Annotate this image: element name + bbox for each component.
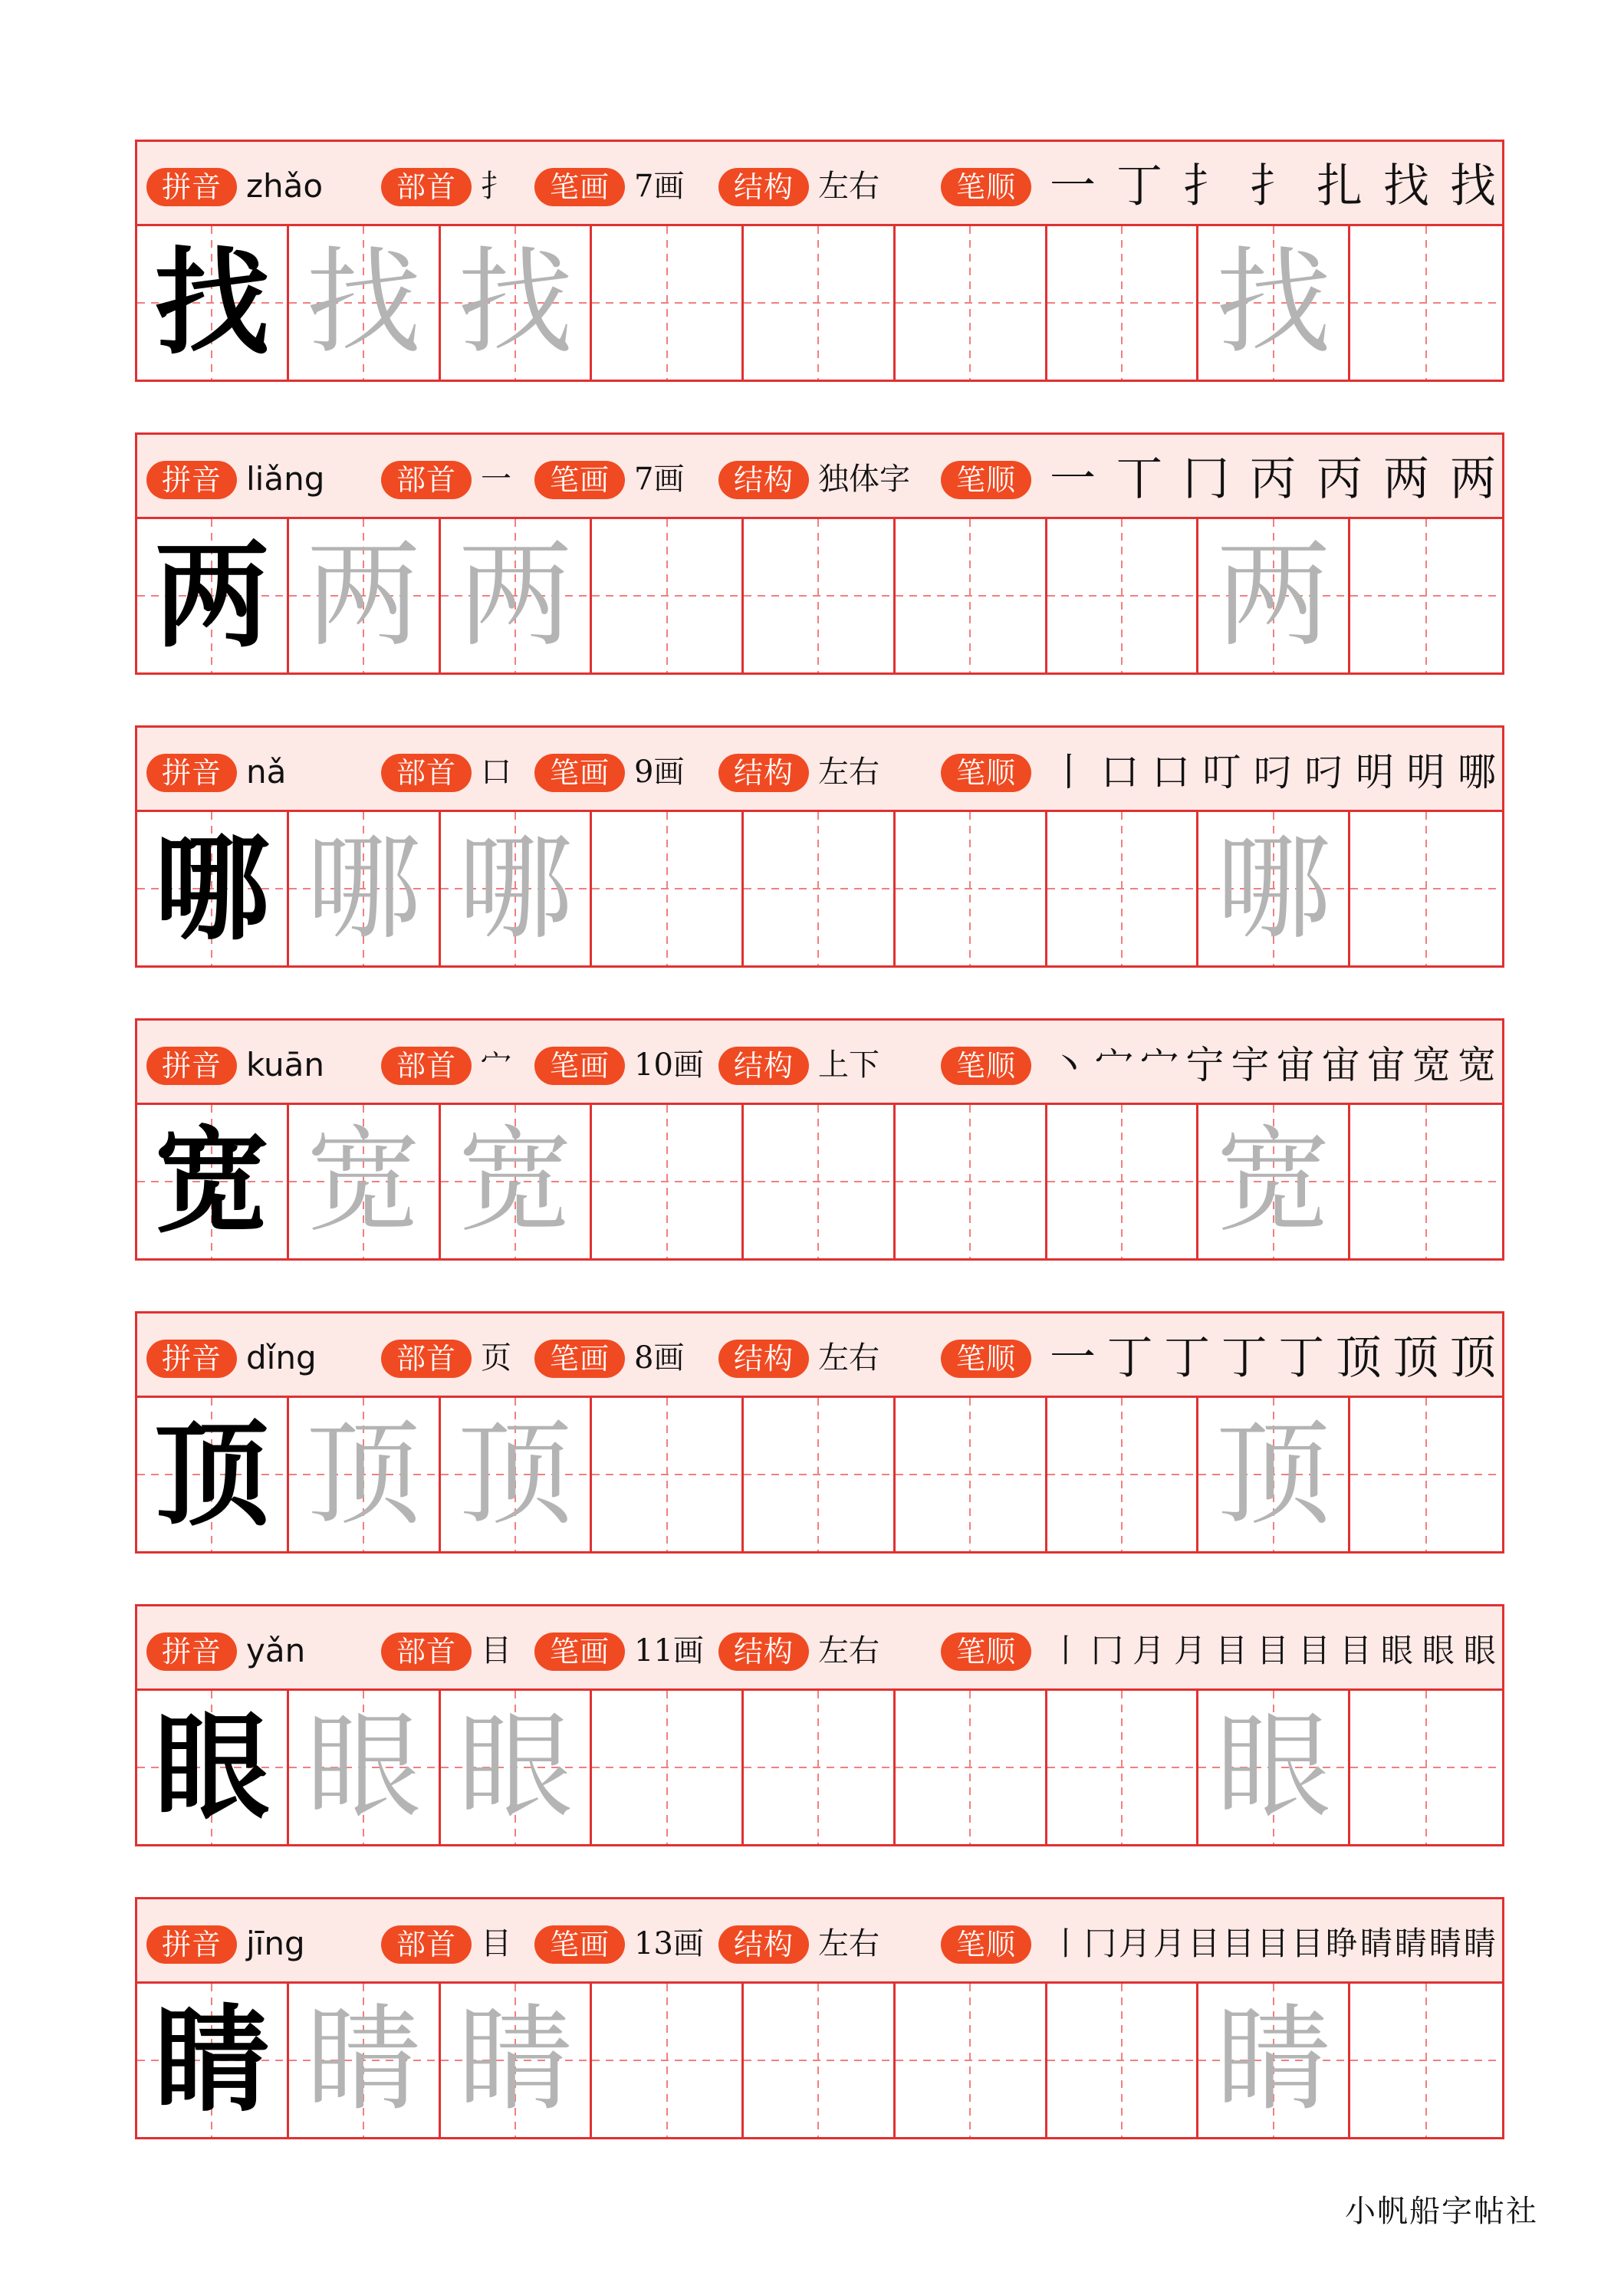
writing-grid bbox=[137, 812, 1502, 965]
pinyin-value: jīng bbox=[246, 1925, 305, 1962]
stroke-step: 叼 bbox=[1304, 750, 1343, 794]
stroke-step: 冂 bbox=[1183, 452, 1229, 506]
strokes-value: 13画 bbox=[634, 1926, 704, 1961]
stroke-step: 眼 bbox=[1463, 1632, 1496, 1669]
stroke-step: 睛 bbox=[1359, 1925, 1392, 1962]
stroke-order bbox=[1050, 447, 1496, 511]
strokes-label: 笔画 bbox=[534, 754, 625, 792]
stroke-step: 冂 bbox=[1090, 1632, 1123, 1669]
strokes-value: 9画 bbox=[634, 755, 685, 790]
writing-cell[interactable] bbox=[744, 1691, 896, 1844]
writing-cell[interactable] bbox=[1047, 1984, 1199, 2137]
stroke-order bbox=[1050, 1619, 1496, 1683]
stroke-step: 目 bbox=[1187, 1925, 1220, 1962]
writing-cell[interactable] bbox=[137, 1105, 289, 1258]
stroke-step: 明 bbox=[1356, 750, 1394, 794]
stroke-step: 找 bbox=[1450, 159, 1496, 213]
radical-label: 部首 bbox=[381, 1340, 472, 1378]
model-character: 两 bbox=[154, 528, 270, 663]
structure-value: 左右 bbox=[818, 1633, 879, 1669]
writing-cell[interactable] bbox=[896, 519, 1047, 672]
stroke-step: 丙 bbox=[1317, 452, 1363, 506]
trace-character: 宽 bbox=[457, 1115, 573, 1248]
writing-cell[interactable] bbox=[137, 226, 289, 380]
radical-value: 一 bbox=[481, 462, 511, 497]
stroke-step: 找 bbox=[1383, 159, 1429, 213]
trace-character: 睛 bbox=[306, 1994, 422, 2127]
radical-value: 口 bbox=[481, 755, 511, 790]
writing-cell[interactable] bbox=[896, 1691, 1047, 1844]
strokes-label: 笔画 bbox=[534, 1047, 625, 1085]
stroke-step: 两 bbox=[1383, 452, 1429, 506]
stroke-step: 顶 bbox=[1392, 1331, 1439, 1385]
writing-cell[interactable] bbox=[592, 1105, 744, 1258]
stroke-step: 宀 bbox=[1095, 1043, 1134, 1087]
pinyin-label: 拼音 bbox=[146, 1925, 237, 1964]
model-character: 找 bbox=[154, 235, 270, 370]
order-label: 笔顺 bbox=[941, 168, 1031, 206]
writing-cell[interactable] bbox=[1047, 812, 1199, 965]
writing-cell[interactable] bbox=[441, 1398, 593, 1551]
pinyin-label: 拼音 bbox=[146, 168, 237, 206]
structure-value: 左右 bbox=[818, 169, 879, 204]
writing-grid bbox=[137, 1398, 1502, 1551]
info-header bbox=[137, 1606, 1502, 1691]
structure-label: 结构 bbox=[718, 1340, 809, 1378]
practice-block bbox=[135, 1311, 1504, 1554]
writing-grid bbox=[137, 519, 1502, 672]
writing-grid bbox=[137, 1691, 1502, 1844]
stroke-step: 眼 bbox=[1422, 1632, 1455, 1669]
info-header bbox=[137, 1021, 1502, 1105]
writing-cell[interactable] bbox=[441, 519, 593, 672]
trace-character: 哪 bbox=[457, 822, 573, 955]
stroke-step: 睁 bbox=[1325, 1925, 1358, 1962]
writing-cell[interactable] bbox=[441, 1691, 593, 1844]
radical-value: 页 bbox=[481, 1340, 511, 1376]
structure-label: 结构 bbox=[718, 1632, 809, 1671]
stroke-step: 月 bbox=[1118, 1925, 1151, 1962]
writing-cell[interactable] bbox=[896, 812, 1047, 965]
writing-cell[interactable] bbox=[896, 226, 1047, 380]
strokes-value: 7画 bbox=[634, 169, 685, 204]
stroke-step: 月 bbox=[1152, 1925, 1185, 1962]
structure-label: 结构 bbox=[718, 754, 809, 792]
radical-label: 部首 bbox=[381, 168, 472, 206]
radical-value: 扌 bbox=[481, 169, 511, 204]
radical-value: 目 bbox=[481, 1926, 511, 1961]
writing-cell[interactable] bbox=[744, 812, 896, 965]
info-header bbox=[137, 1314, 1502, 1398]
stroke-step: 宇 bbox=[1231, 1043, 1270, 1087]
stroke-step: 睛 bbox=[1428, 1925, 1461, 1962]
stroke-step: 目 bbox=[1339, 1632, 1372, 1669]
stroke-step: 目 bbox=[1256, 1925, 1289, 1962]
writing-cell[interactable] bbox=[137, 1691, 289, 1844]
stroke-step: 叮 bbox=[1202, 750, 1241, 794]
writing-cell[interactable] bbox=[1350, 226, 1502, 380]
info-header bbox=[137, 435, 1502, 519]
strokes-label: 笔画 bbox=[534, 1925, 625, 1964]
pinyin-label: 拼音 bbox=[146, 461, 237, 499]
structure-label: 结构 bbox=[718, 168, 809, 206]
strokes-label: 笔画 bbox=[534, 461, 625, 499]
stroke-step: 睛 bbox=[1463, 1925, 1496, 1962]
writing-cell[interactable] bbox=[896, 1105, 1047, 1258]
radical-label: 部首 bbox=[381, 754, 472, 792]
stroke-step: 宀 bbox=[1140, 1043, 1179, 1087]
order-label: 笔顺 bbox=[941, 1632, 1031, 1671]
pinyin-value: nǎ bbox=[246, 753, 287, 791]
stroke-step: 丙 bbox=[1250, 452, 1296, 506]
practice-block bbox=[135, 432, 1504, 675]
stroke-step: 目 bbox=[1256, 1632, 1289, 1669]
model-character: 宽 bbox=[154, 1114, 270, 1249]
stroke-step: 目 bbox=[1297, 1632, 1330, 1669]
writing-cell[interactable] bbox=[744, 1398, 896, 1551]
structure-value: 左右 bbox=[818, 1926, 879, 1961]
radical-label: 部首 bbox=[381, 1047, 472, 1085]
stroke-step: 顶 bbox=[1449, 1331, 1496, 1385]
stroke-step: 月 bbox=[1173, 1632, 1206, 1669]
strokes-label: 笔画 bbox=[534, 168, 625, 206]
writing-cell[interactable] bbox=[289, 1984, 441, 2137]
stroke-step: 明 bbox=[1406, 750, 1445, 794]
order-label: 笔顺 bbox=[941, 1925, 1031, 1964]
radical-value: 目 bbox=[481, 1633, 511, 1669]
stroke-step: 丁 bbox=[1106, 1331, 1153, 1385]
stroke-step: 扎 bbox=[1317, 159, 1363, 213]
writing-cell[interactable] bbox=[1198, 812, 1350, 965]
trace-character: 顶 bbox=[457, 1408, 573, 1541]
model-character: 顶 bbox=[154, 1407, 270, 1542]
trace-character: 找 bbox=[306, 236, 422, 370]
strokes-value: 8画 bbox=[634, 1340, 685, 1376]
stroke-order bbox=[1050, 1912, 1496, 1976]
practice-block bbox=[135, 1897, 1504, 2139]
writing-cell[interactable] bbox=[1198, 1398, 1350, 1551]
writing-cell[interactable] bbox=[1350, 1984, 1502, 2137]
stroke-step: 丁 bbox=[1116, 159, 1162, 213]
pinyin-label: 拼音 bbox=[146, 754, 237, 792]
writing-cell[interactable] bbox=[1198, 226, 1350, 380]
writing-cell[interactable] bbox=[1198, 519, 1350, 672]
pinyin-label: 拼音 bbox=[146, 1340, 237, 1378]
writing-cell[interactable] bbox=[896, 1398, 1047, 1551]
writing-cell[interactable] bbox=[1047, 519, 1199, 672]
writing-grid bbox=[137, 226, 1502, 380]
writing-cell[interactable] bbox=[592, 1398, 744, 1551]
stroke-step: 扌 bbox=[1183, 159, 1229, 213]
trace-character: 哪 bbox=[306, 822, 422, 955]
stroke-step: 一 bbox=[1050, 1331, 1096, 1385]
trace-character: 眼 bbox=[457, 1701, 573, 1834]
stroke-step: 丨 bbox=[1050, 1925, 1083, 1962]
model-character: 哪 bbox=[154, 821, 270, 956]
writing-cell[interactable] bbox=[289, 1105, 441, 1258]
radical-value: 宀 bbox=[481, 1047, 511, 1083]
stroke-step: 宁 bbox=[1185, 1043, 1225, 1087]
writing-cell[interactable] bbox=[592, 519, 744, 672]
writing-cell[interactable] bbox=[1047, 1398, 1199, 1551]
stroke-step: 宙 bbox=[1321, 1043, 1360, 1087]
stroke-step: 宽 bbox=[1457, 1043, 1496, 1087]
order-label: 笔顺 bbox=[941, 754, 1031, 792]
trace-character: 顶 bbox=[306, 1408, 422, 1541]
structure-label: 结构 bbox=[718, 1925, 809, 1964]
writing-cell[interactable] bbox=[441, 226, 593, 380]
model-character: 睛 bbox=[154, 1993, 270, 2128]
stroke-step: 丁 bbox=[1278, 1331, 1325, 1385]
strokes-label: 笔画 bbox=[534, 1340, 625, 1378]
order-label: 笔顺 bbox=[941, 461, 1031, 499]
strokes-value: 7画 bbox=[634, 462, 685, 497]
writing-cell[interactable] bbox=[744, 1984, 896, 2137]
pinyin-value: yǎn bbox=[246, 1632, 306, 1669]
pinyin-value: kuān bbox=[246, 1046, 325, 1083]
trace-character: 哪 bbox=[1215, 822, 1331, 955]
practice-block bbox=[135, 1604, 1504, 1846]
stroke-step: 口 bbox=[1152, 750, 1190, 794]
writing-cell[interactable] bbox=[137, 1398, 289, 1551]
structure-value: 上下 bbox=[818, 1047, 879, 1083]
trace-character: 顶 bbox=[1215, 1408, 1331, 1541]
writing-cell[interactable] bbox=[441, 1105, 593, 1258]
trace-character: 宽 bbox=[306, 1115, 422, 1248]
writing-cell[interactable] bbox=[744, 226, 896, 380]
model-character: 眼 bbox=[154, 1700, 270, 1835]
stroke-step: 丁 bbox=[1164, 1331, 1211, 1385]
publisher-name: 小帆船字帖社 bbox=[1345, 2194, 1538, 2229]
writing-cell[interactable] bbox=[1350, 519, 1502, 672]
stroke-step: 丨 bbox=[1050, 1632, 1083, 1669]
order-label: 笔顺 bbox=[941, 1340, 1031, 1378]
structure-value: 独体字 bbox=[818, 462, 910, 497]
writing-grid bbox=[137, 1105, 1502, 1258]
writing-cell[interactable] bbox=[1350, 1105, 1502, 1258]
writing-grid bbox=[137, 1984, 1502, 2137]
stroke-step: 宽 bbox=[1412, 1043, 1451, 1087]
writing-cell[interactable] bbox=[137, 1984, 289, 2137]
trace-character: 睛 bbox=[1215, 1994, 1331, 2127]
writing-cell[interactable] bbox=[744, 1105, 896, 1258]
writing-cell[interactable] bbox=[441, 812, 593, 965]
stroke-order bbox=[1050, 1326, 1496, 1390]
writing-cell[interactable] bbox=[1198, 1984, 1350, 2137]
info-header bbox=[137, 1899, 1502, 1984]
trace-character: 两 bbox=[1215, 529, 1331, 663]
stroke-step: 睛 bbox=[1394, 1925, 1427, 1962]
stroke-step: 顶 bbox=[1335, 1331, 1382, 1385]
radical-label: 部首 bbox=[381, 461, 472, 499]
trace-character: 眼 bbox=[1215, 1701, 1331, 1834]
structure-label: 结构 bbox=[718, 1047, 809, 1085]
stroke-step: 目 bbox=[1215, 1632, 1248, 1669]
writing-cell[interactable] bbox=[896, 1984, 1047, 2137]
writing-cell[interactable] bbox=[289, 1398, 441, 1551]
stroke-step: 丁 bbox=[1221, 1331, 1267, 1385]
writing-cell[interactable] bbox=[289, 812, 441, 965]
stroke-step: 宙 bbox=[1276, 1043, 1315, 1087]
writing-cell[interactable] bbox=[1350, 812, 1502, 965]
strokes-value: 11画 bbox=[634, 1633, 704, 1669]
writing-cell[interactable] bbox=[592, 1984, 744, 2137]
stroke-step: 口 bbox=[1100, 750, 1139, 794]
stroke-step: 扌 bbox=[1250, 159, 1296, 213]
practice-block bbox=[135, 140, 1504, 382]
stroke-step: 丶 bbox=[1050, 1043, 1088, 1087]
stroke-step: 目 bbox=[1290, 1925, 1323, 1962]
writing-cell[interactable] bbox=[1198, 1691, 1350, 1844]
practice-block bbox=[135, 725, 1504, 968]
trace-character: 睛 bbox=[457, 1994, 573, 2127]
stroke-step: 眼 bbox=[1380, 1632, 1413, 1669]
stroke-step: 月 bbox=[1132, 1632, 1165, 1669]
stroke-step: 一 bbox=[1050, 452, 1096, 506]
info-header bbox=[137, 142, 1502, 226]
pinyin-value: liǎng bbox=[246, 460, 325, 498]
trace-character: 眼 bbox=[306, 1701, 422, 1834]
structure-value: 左右 bbox=[818, 1340, 879, 1376]
stroke-order bbox=[1050, 740, 1496, 804]
trace-character: 宽 bbox=[1215, 1115, 1331, 1248]
writing-cell[interactable] bbox=[1047, 1691, 1199, 1844]
writing-cell[interactable] bbox=[137, 519, 289, 672]
writing-cell[interactable] bbox=[289, 1691, 441, 1844]
practice-block bbox=[135, 1018, 1504, 1261]
strokes-label: 笔画 bbox=[534, 1632, 625, 1671]
radical-label: 部首 bbox=[381, 1925, 472, 1964]
writing-cell[interactable] bbox=[592, 226, 744, 380]
stroke-step: 目 bbox=[1221, 1925, 1254, 1962]
writing-cell[interactable] bbox=[1198, 1105, 1350, 1258]
trace-character: 找 bbox=[1215, 236, 1331, 370]
stroke-step: 叼 bbox=[1254, 750, 1292, 794]
writing-cell[interactable] bbox=[592, 1691, 744, 1844]
stroke-step: 丅 bbox=[1116, 452, 1162, 506]
stroke-order bbox=[1050, 154, 1496, 219]
stroke-step: 一 bbox=[1050, 159, 1096, 213]
writing-cell[interactable] bbox=[744, 519, 896, 672]
structure-value: 左右 bbox=[818, 755, 879, 790]
stroke-order bbox=[1050, 1033, 1496, 1097]
pinyin-value: zhǎo bbox=[246, 167, 324, 205]
structure-label: 结构 bbox=[718, 461, 809, 499]
pinyin-label: 拼音 bbox=[146, 1047, 237, 1085]
info-header bbox=[137, 728, 1502, 812]
stroke-step: 丨 bbox=[1050, 750, 1088, 794]
radical-label: 部首 bbox=[381, 1632, 472, 1671]
strokes-value: 10画 bbox=[634, 1047, 704, 1083]
order-label: 笔顺 bbox=[941, 1047, 1031, 1085]
writing-cell[interactable] bbox=[1047, 226, 1199, 380]
writing-cell[interactable] bbox=[441, 1984, 593, 2137]
trace-character: 找 bbox=[457, 236, 573, 370]
writing-cell[interactable] bbox=[1047, 1105, 1199, 1258]
writing-cell[interactable] bbox=[1350, 1691, 1502, 1844]
writing-cell[interactable] bbox=[592, 812, 744, 965]
stroke-step: 宙 bbox=[1366, 1043, 1405, 1087]
trace-character: 两 bbox=[306, 529, 422, 663]
pinyin-value: dǐng bbox=[246, 1339, 317, 1376]
stroke-step: 两 bbox=[1450, 452, 1496, 506]
writing-cell[interactable] bbox=[137, 812, 289, 965]
stroke-step: 冂 bbox=[1083, 1925, 1116, 1962]
writing-cell[interactable] bbox=[289, 226, 441, 380]
pinyin-label: 拼音 bbox=[146, 1632, 237, 1671]
writing-cell[interactable] bbox=[289, 519, 441, 672]
stroke-step: 哪 bbox=[1458, 750, 1496, 794]
trace-character: 两 bbox=[457, 529, 573, 663]
writing-cell[interactable] bbox=[1350, 1398, 1502, 1551]
